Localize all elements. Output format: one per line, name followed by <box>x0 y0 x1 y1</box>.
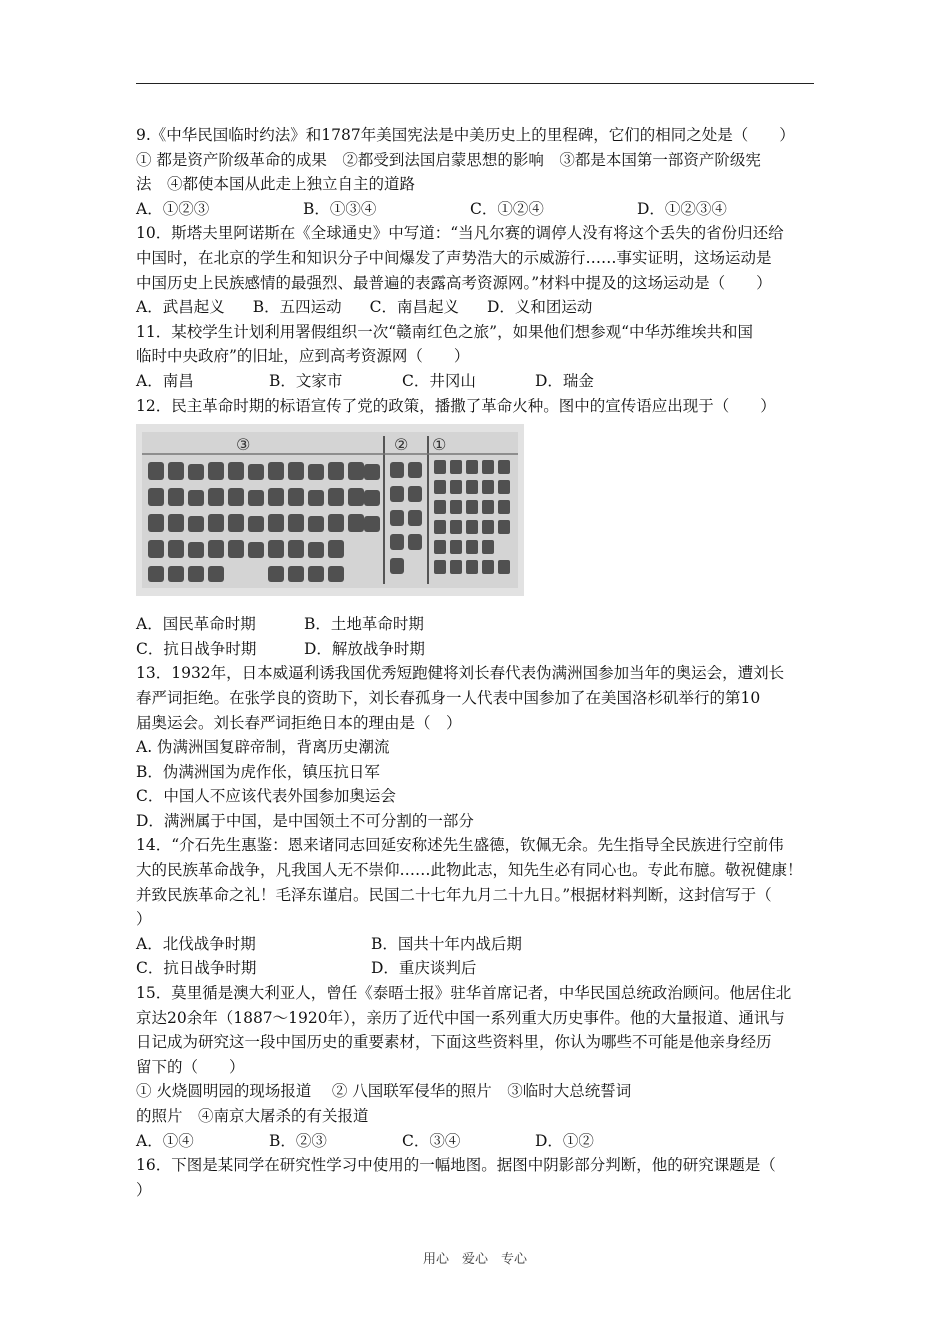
option-c: C．井冈山 <box>402 371 476 390</box>
option-c: C．南昌起义 <box>369 298 459 317</box>
page-footer: 用心 爱心 专心 <box>422 1252 527 1267</box>
option-b: B．五四运动 <box>252 298 342 317</box>
question-text: 届奥运会。刘长春严词拒绝日本的理由是（ ） <box>136 713 462 732</box>
question-text: ） <box>136 910 152 929</box>
question-text: 中国时，在北京的学生和知识分子中间爆发了声势浩大的示威游行……事实证明，这场运动是 <box>136 248 772 267</box>
question-stem: 10．斯塔夫里阿诺斯在《全球通史》中写道：“当凡尔赛的调停人没有将这个丢失的省份归还给 <box>136 224 784 243</box>
slogan-photo-image <box>136 424 524 596</box>
option-b: B．文家市 <box>269 371 343 390</box>
option-b: B．伪满洲国为虎作伥，镇压抗日军 <box>136 762 380 781</box>
question-stem: 12．民主革命时期的标语宣传了党的政策，播撒了革命火种。图中的宣传语应出现于（ ） <box>136 396 776 415</box>
question-text: 中国历史上民族感情的最强烈、最普遍的表露高考资源网。”材料中提及的这场运动是（ ） <box>136 273 772 292</box>
answer-options <box>136 295 816 320</box>
option-c: C．中国人不应该代表外国参加奥运会 <box>136 787 396 806</box>
option-b: B．土地革命时期 <box>304 615 424 634</box>
question-text: 临时中央政府”的旧址，应到高考资源网（ ） <box>136 347 470 366</box>
option-a: A．国民革命时期 <box>136 615 256 634</box>
option-d: D．重庆谈判后 <box>371 959 477 978</box>
option-a: A．北伐战争时期 <box>136 934 256 953</box>
question-text: ① 火烧圆明园的现场报道 ② 八国联军侵华的照片 ③临时大总统誓词 <box>136 1082 632 1101</box>
header-rule <box>136 83 814 84</box>
option-d: D．解放战争时期 <box>304 639 425 658</box>
mark-1: ① <box>432 435 447 455</box>
option-d: D．义和团运动 <box>486 298 593 317</box>
answer-options <box>136 932 816 957</box>
answer-options <box>136 956 816 981</box>
option-a: A．①②③ <box>136 199 210 218</box>
question-stem: 13．1932年，日本威逼利诱我国优秀短跑健将刘长春代表伪满洲国参加当年的奥运会，遭刘长 <box>136 664 785 683</box>
answer-options <box>136 612 816 637</box>
option-d: D．①②③④ <box>637 199 727 218</box>
question-text: ① 都是资产阶级革命的成果 ②都受到法国启蒙思想的影响 ③都是本国第一部资产阶级宪 <box>136 150 761 169</box>
question-14 <box>136 833 816 981</box>
answer-options <box>136 1129 816 1154</box>
question-16 <box>136 1153 816 1202</box>
option-c: C．①②④ <box>470 199 544 218</box>
question-stem: 14．“介石先生惠鉴：恩来诸同志回延安称述先生盛德，钦佩无余。先生指导全民族进行空前伟 <box>136 836 784 855</box>
question-text: 日记成为研究这一段中国历史的重要素材，下面这些资料里，你认为哪些不可能是他亲身经历 <box>136 1033 772 1052</box>
question-text: 法 ④都使本国从此走上独立自主的道路 <box>136 175 416 194</box>
question-text: 并致民族革命之礼！毛泽东谨启。民国二十七年九月二十九日。”根据材料判断，这封信写于（ <box>136 885 772 904</box>
option-a: A．南昌 <box>136 371 194 390</box>
option-c: C．抗日战争时期 <box>136 639 257 658</box>
question-11 <box>136 320 816 394</box>
mark-3: ③ <box>236 435 251 455</box>
slogan-photo <box>136 424 524 596</box>
option-b: B．国共十年内战后期 <box>371 934 522 953</box>
question-text: 大的民族革命战争，凡我国人无不崇仰……此物此志，知先生必有同心也。专此布臆。敬祝健康！ <box>136 861 803 880</box>
question-10 <box>136 221 816 319</box>
option-a: A．①④ <box>136 1131 194 1150</box>
option-d: D．瑞金 <box>535 371 594 390</box>
question-stem: 15．莫里循是澳大利亚人，曾任《泰晤士报》驻华首席记者，中华民国总统政治顾问。他居住北 <box>136 984 792 1003</box>
option-b: B．①③④ <box>303 199 377 218</box>
option-c: C．抗日战争时期 <box>136 959 257 978</box>
question-12 <box>136 394 816 662</box>
question-15 <box>136 981 816 1153</box>
question-text: 春严词拒绝。在张学良的资助下，刘长春孤身一人代表中国参加了在美国洛杉矶举行的第10 <box>136 688 761 707</box>
mark-2: ② <box>394 435 409 455</box>
question-stem: 9.《中华民国临时约法》和1787年美国宪法是中美历史上的里程碑，它们的相同之处是（ ） <box>136 126 795 144</box>
question-stem: 11．某校学生计划利用署假组织一次“赣南红色之旅”，如果他们想参观“中华苏维埃共和国 <box>136 322 753 341</box>
question-9 <box>136 123 816 221</box>
option-b: B．②③ <box>269 1131 327 1150</box>
option-a: A. 伪满洲国复辟帝制，背离历史潮流 <box>136 738 390 757</box>
exam-content <box>136 123 816 1202</box>
answer-options <box>136 637 816 662</box>
question-13 <box>136 661 816 833</box>
question-text: ） <box>136 1180 152 1199</box>
question-stem: 16．下图是某同学在研究性学习中使用的一幅地图。据图中阴影部分判断，他的研究课题是（ <box>136 1156 776 1175</box>
answer-options <box>136 197 816 222</box>
option-d: D．满洲属于中国，是中国领土不可分割的一部分 <box>136 811 474 830</box>
question-text: 京达20余年（1887～1920年），亲历了近代中国一系列重大历史事件。他的大量报道、通讯与 <box>136 1008 785 1027</box>
question-text: 的照片 ④南京大屠杀的有关报道 <box>136 1107 369 1125</box>
option-d: D．①② <box>535 1131 594 1150</box>
answer-options <box>136 369 816 394</box>
option-a: A．武昌起义 <box>136 298 225 317</box>
option-c: C．③④ <box>402 1131 461 1150</box>
question-text: 留下的（ ） <box>136 1057 245 1076</box>
